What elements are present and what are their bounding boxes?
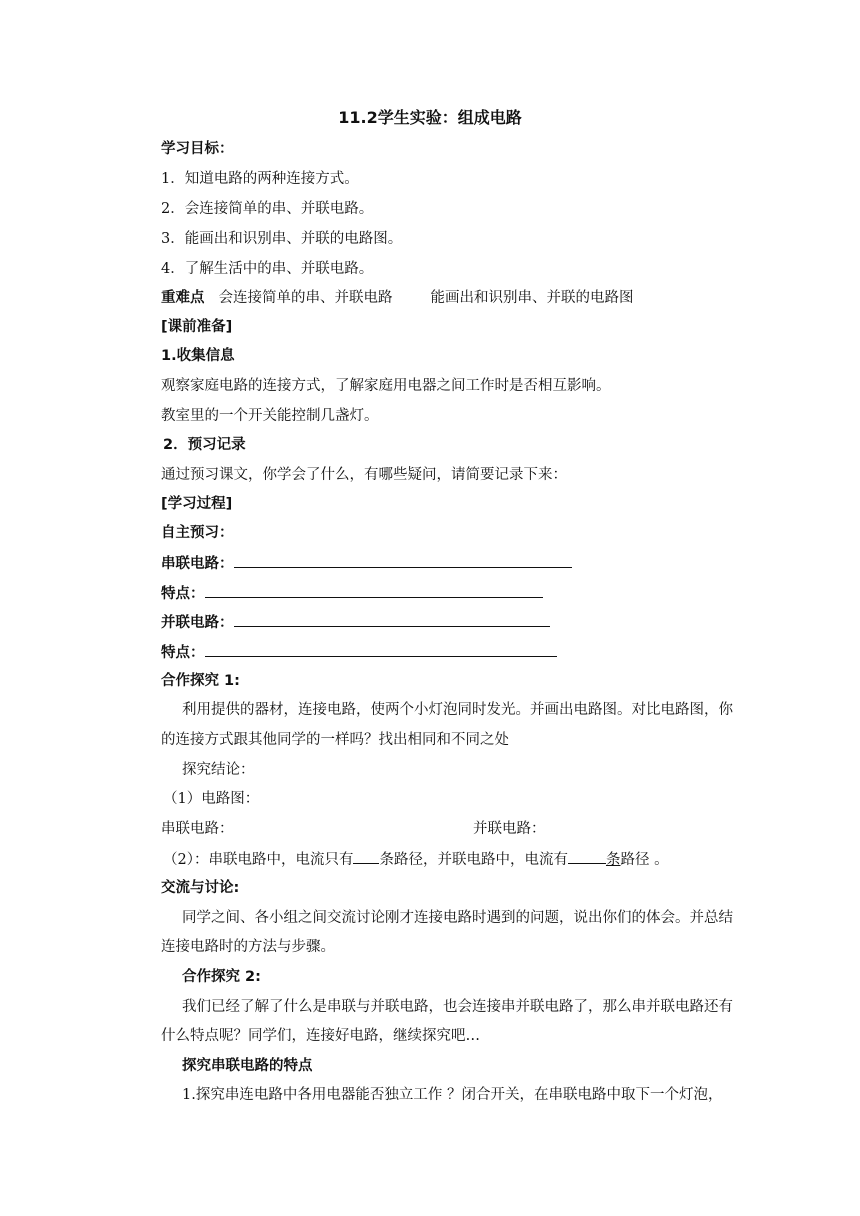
goal-item-3: 3．能画出和识别串、并联的电路图。 [161, 231, 403, 247]
parallel-diagram-label: 并联电路： [473, 821, 546, 837]
page-title: 11.2学生实验：组成电路 [338, 108, 522, 127]
explore1-heading: 合作探究 1: [161, 673, 240, 689]
key-points-label: 重难点 [161, 290, 205, 306]
parallel-paths-blank[interactable] [568, 849, 606, 864]
parallel-label: 并联电路： [161, 615, 234, 631]
parallel-answer-blank[interactable] [234, 612, 550, 627]
series-label: 串联电路： [161, 556, 234, 572]
paths-mid: 条路径，并联电路中，电流有 [379, 852, 568, 868]
feature-answer-blank-2[interactable] [205, 642, 557, 657]
key-point-1: 会连接简单的串、并联电路 [218, 290, 393, 306]
goal-item-2: 2．会连接简单的串、并联电路。 [161, 201, 374, 217]
paths-underlined: 条 [605, 852, 621, 868]
series-row [161, 553, 572, 573]
goal-item-1: 1．知道电路的两种连接方式。 [161, 171, 359, 187]
parallel-row [161, 612, 550, 632]
explore1-line-2: 的连接方式跟其他同学的一样吗？找出相同和不同之处 [161, 732, 509, 748]
explore1-conclusion: 探究结论： [182, 762, 255, 778]
feature-label-2: 特点： [161, 645, 205, 661]
explore2-line-2: 什么特点呢？同学们，连接好电路，继续探究吧… [161, 1028, 480, 1044]
diagram-item: （1）电路图： [163, 791, 260, 807]
goal-item-4: 4．了解生活中的串、并联电路。 [161, 261, 374, 277]
key-point-2: 能画出和识别串、并联的电路图 [430, 290, 634, 306]
explore2-item-1: 1.探究串连电路中各用电器能否独立工作 ？闭合开关，在串联电路中取下一个灯泡， [182, 1087, 723, 1103]
process-heading: [学习过程] [161, 496, 233, 512]
key-points [161, 289, 634, 307]
prep-heading: [课前准备] [161, 319, 233, 335]
collect-line-2: 教室里的一个开关能控制几盏灯。 [161, 408, 379, 424]
paths-prefix: （2）：串联电路中，电流只有 [163, 852, 354, 868]
explore2-heading: 合作探究 2: [182, 969, 261, 985]
paths-suffix: 路径 。 [620, 852, 669, 868]
discussion-heading: 交流与讨论: [161, 880, 240, 896]
feature-row-2 [161, 642, 557, 662]
feature-label-1: 特点： [161, 586, 205, 602]
goals-heading: 学习目标： [161, 141, 234, 157]
paths-item [163, 849, 669, 869]
series-answer-blank[interactable] [234, 553, 572, 568]
series-paths-blank[interactable] [353, 849, 379, 864]
feature-answer-blank-1[interactable] [205, 583, 543, 598]
collect-line-1: 观察家庭电路的连接方式，了解家庭用电器之间工作时是否相互影响。 [161, 378, 611, 394]
explore2-line-1: 我们已经了解了什么是串联与并联电路，也会连接串并联电路了，那么串并联电路还有 [182, 999, 733, 1015]
discussion-line-2: 连接电路时的方法与步骤。 [161, 939, 335, 955]
series-diagram-label: 串联电路： [161, 821, 234, 837]
discussion-line-1: 同学之间、各小组之间交流讨论刚才连接电路时遇到的问题，说出你们的体会。并总结 [182, 910, 733, 926]
self-study-heading: 自主预习： [161, 525, 234, 541]
explore2-sub-heading: 探究串联电路的特点 [182, 1058, 313, 1074]
feature-row-1 [161, 583, 543, 603]
preview-heading: 2．预习记录 [163, 437, 246, 453]
collect-heading: 1.收集信息 [161, 348, 235, 364]
explore1-line-1: 利用提供的器材，连接电路，使两个小灯泡同时发光。并画出电路图。对比电路图，你 [182, 702, 733, 718]
preview-line: 通过预习课文，你学会了什么，有哪些疑问，请简要记录下来： [161, 467, 567, 483]
